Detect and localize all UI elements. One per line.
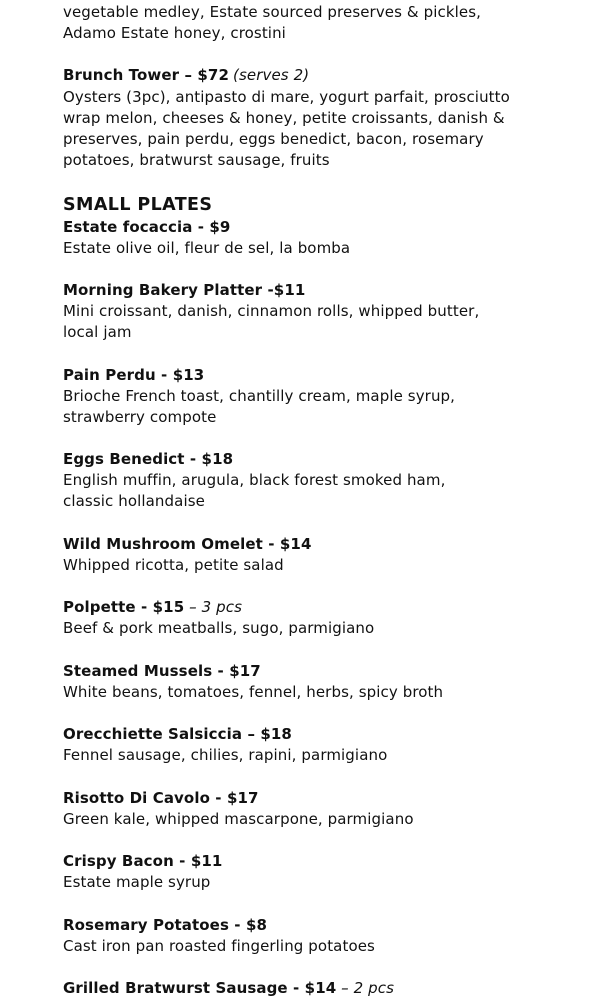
menu-item-title: Estate focaccia - $9 <box>63 218 231 236</box>
menu-item-description: Brioche French toast, chantilly cream, maple syrup, <box>63 387 456 405</box>
menu-item-description: White beans, tomatoes, fennel, herbs, spicy broth <box>63 683 444 701</box>
menu-item-description: Oysters (3pc), antipasto di mare, yogurt parfait, prosciutto <box>63 88 510 106</box>
menu-item-heading <box>63 661 261 682</box>
menu-item-heading <box>63 449 233 470</box>
menu-item-description: vegetable medley, Estate sourced preserves & pickles, <box>63 3 481 21</box>
menu-item-description: Adamo Estate honey, crostini <box>63 24 286 42</box>
menu-item-title: Eggs Benedict - $18 <box>63 450 234 468</box>
menu-item-title: Grilled Bratwurst Sausage - $14 <box>63 979 337 997</box>
menu-item-title: Polpette - $15 <box>63 598 185 616</box>
menu-item-description: wrap melon, cheeses & honey, petite croissants, danish & <box>63 109 505 127</box>
menu-item-heading <box>63 217 230 238</box>
section-heading-small-plates: SMALL PLATES <box>63 195 213 215</box>
menu-item-description: strawberry compote <box>63 408 217 426</box>
menu-item-title: Rosemary Potatoes - $8 <box>63 916 268 934</box>
menu-item-description: Mini croissant, danish, cinnamon rolls, whipped butter, <box>63 302 480 320</box>
menu-item-heading <box>63 724 292 745</box>
menu-item-note: (serves 2) <box>233 66 310 84</box>
menu-item-description: classic hollandaise <box>63 492 205 510</box>
menu-item-description: local jam <box>63 323 132 341</box>
menu-item-title: Risotto Di Cavolo - $17 <box>63 789 259 807</box>
menu-item-description: Cast iron pan roasted fingerling potatoes <box>63 937 375 955</box>
menu-item-description: Beef & pork meatballs, sugo, parmigiano <box>63 619 375 637</box>
menu-item-note: – 2 pcs <box>336 979 395 997</box>
menu-item-description: Estate maple syrup <box>63 873 211 891</box>
menu-item-note: – 3 pcs <box>184 598 242 616</box>
menu-item-heading <box>63 788 259 809</box>
menu-item-description: Green kale, whipped mascarpone, parmigiano <box>63 810 414 828</box>
menu-item-heading <box>63 597 242 618</box>
menu-item-title: Orecchiette Salsiccia – $18 <box>63 725 292 743</box>
menu-item-description: potatoes, bratwurst sausage, fruits <box>63 151 330 169</box>
menu-item-description: preserves, pain perdu, eggs benedict, bacon, rosemary <box>63 130 484 148</box>
menu-item-description: Fennel sausage, chilies, rapini, parmigiano <box>63 746 388 764</box>
menu-item-title: Morning Bakery Platter -$11 <box>63 281 306 299</box>
menu-item-heading <box>63 280 305 301</box>
menu-item-heading <box>63 851 222 872</box>
menu-item-heading <box>63 365 204 386</box>
menu-item-title: Pain Perdu - $13 <box>63 366 205 384</box>
menu-item-heading <box>63 978 394 999</box>
menu-item-description: Estate olive oil, fleur de sel, la bomba <box>63 239 351 257</box>
menu-item-title: Brunch Tower – $72 <box>63 66 230 84</box>
menu-item-title: Wild Mushroom Omelet - $14 <box>63 535 312 553</box>
menu-item-heading <box>63 534 311 555</box>
menu-item-description: Whipped ricotta, petite salad <box>63 556 284 574</box>
menu-item-heading <box>63 915 267 936</box>
menu-item-title: Steamed Mussels - $17 <box>63 662 261 680</box>
brunch-tower-title <box>63 65 309 86</box>
menu-item-description: English muffin, arugula, black forest smoked ham, <box>63 471 446 489</box>
menu-item-title: Crispy Bacon - $11 <box>63 852 223 870</box>
